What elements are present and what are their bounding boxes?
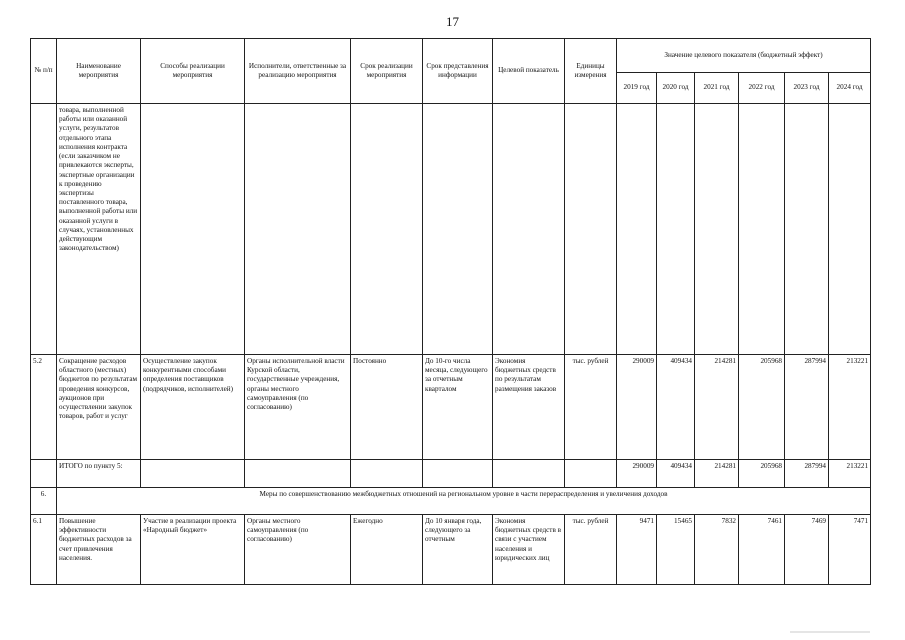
cell-empty — [423, 460, 493, 488]
cell-empty — [141, 460, 245, 488]
table-row-5-2 — [31, 355, 871, 460]
cell-empty — [565, 104, 617, 355]
value-2023: 7469 — [785, 515, 829, 585]
table-row-continuation — [31, 104, 871, 355]
table-row-total-5 — [31, 460, 871, 488]
total-2022: 205968 — [739, 460, 785, 488]
total-2021: 214281 — [695, 460, 739, 488]
row-deadline: Постоянно — [351, 355, 423, 460]
header-year: 2022 год — [739, 73, 785, 104]
row-report: До 10-го числа месяца, следующего за отчетным кварталом — [423, 355, 493, 460]
cell-empty — [565, 460, 617, 488]
section-row-6 — [31, 488, 871, 515]
row-units: тыс. рублей — [565, 355, 617, 460]
row-target: Экономия бюджетных средств по результатам размещения заказов — [493, 355, 565, 460]
cell-empty — [245, 104, 351, 355]
row-executors: Органы местного самоуправления (по согласованию) — [245, 515, 351, 585]
row-name: Сокращение расходов областного (местных) бюджетов по результатам проведения конкурсов, аукционов при осуществлении закупок товаров, работ и услуг — [57, 355, 141, 460]
value-2020: 409434 — [657, 355, 695, 460]
header-year: 2024 год — [829, 73, 871, 104]
row-num: 6.1 — [31, 515, 57, 585]
total-2023: 287994 — [785, 460, 829, 488]
header-year: 2019 год — [617, 73, 657, 104]
cell-empty — [739, 104, 785, 355]
cell-empty — [423, 104, 493, 355]
header-methods: Способы реализации мероприятия — [141, 39, 245, 104]
section-num: 6. — [31, 488, 57, 515]
header-units: Единицы измерения — [565, 39, 617, 104]
header-value-group: Значение целевого показателя (бюджетный эффект) — [617, 39, 871, 73]
row-report: До 10 января года, следующего за отчетным — [423, 515, 493, 585]
row-deadline: Ежегодно — [351, 515, 423, 585]
value-2019: 290009 — [617, 355, 657, 460]
page-number: 17 — [446, 14, 459, 29]
header-target: Целевой показатель — [493, 39, 565, 104]
section-title: Меры по совершенствованию межбюджетных отношений на региональном уровне в части перераспределения и увеличения доходов — [57, 488, 871, 515]
value-2021: 7832 — [695, 515, 739, 585]
header-row — [31, 39, 871, 73]
row-units: тыс. рублей — [565, 515, 617, 585]
cell-empty — [351, 104, 423, 355]
cell-empty — [617, 104, 657, 355]
header-num: № п/п — [31, 39, 57, 104]
header-year: 2020 год — [657, 73, 695, 104]
value-2022: 205968 — [739, 355, 785, 460]
header-report: Срок представления информации — [423, 39, 493, 104]
row-name: Повышение эффективности бюджетных расходов за счет привлечения населения. — [57, 515, 141, 585]
value-2024: 213221 — [829, 355, 871, 460]
header-name: Наименование мероприятия — [57, 39, 141, 104]
cell-empty — [31, 104, 57, 355]
row-target: Экономия бюджетных средств в связи с участием населения и юридических лиц — [493, 515, 565, 585]
total-2020: 409434 — [657, 460, 695, 488]
row-methods: Осуществление закупок конкурентными способами определения поставщиков (подрядчиков, исполнителей) — [141, 355, 245, 460]
header-year: 2021 год — [695, 73, 739, 104]
cell-empty — [657, 104, 695, 355]
cell-empty — [785, 104, 829, 355]
value-2022: 7461 — [739, 515, 785, 585]
cell-empty — [351, 460, 423, 488]
cell-empty — [141, 104, 245, 355]
cell-empty — [695, 104, 739, 355]
header-executors: Исполнители, ответственные за реализацию мероприятия — [245, 39, 351, 104]
value-2019: 9471 — [617, 515, 657, 585]
measures-table — [30, 38, 871, 585]
total-2024: 213221 — [829, 460, 871, 488]
row-num: 5.2 — [31, 355, 57, 460]
header-year: 2023 год — [785, 73, 829, 104]
value-2024: 7471 — [829, 515, 871, 585]
total-2019: 290009 — [617, 460, 657, 488]
header-deadline: Срок реализации мероприятия — [351, 39, 423, 104]
row-executors: Органы исполнительной власти Курской области, государственные учреждения, органы местного самоуправления (по согласованию) — [245, 355, 351, 460]
total-label: ИТОГО по пункту 5: — [57, 460, 141, 488]
scan-smudge — [790, 631, 870, 633]
value-2023: 287994 — [785, 355, 829, 460]
table-row-6-1 — [31, 515, 871, 585]
continuation-text: товара, выполненной работы или оказанной услуги, результатов отдельного этапа исполнения контракта (если заказчиком не привлекаются эксперты, экспертные организации к проведению экспертизы поставленного товара, выполненной работы или оказанной услуги в случаях, установленных действующим законодательством) — [57, 104, 141, 355]
cell-empty — [245, 460, 351, 488]
cell-empty — [493, 460, 565, 488]
value-2021: 214281 — [695, 355, 739, 460]
value-2020: 15465 — [657, 515, 695, 585]
cell-empty — [829, 104, 871, 355]
cell-empty — [31, 460, 57, 488]
cell-empty — [493, 104, 565, 355]
row-methods: Участие в реализации проекта «Народный бюджет» — [141, 515, 245, 585]
